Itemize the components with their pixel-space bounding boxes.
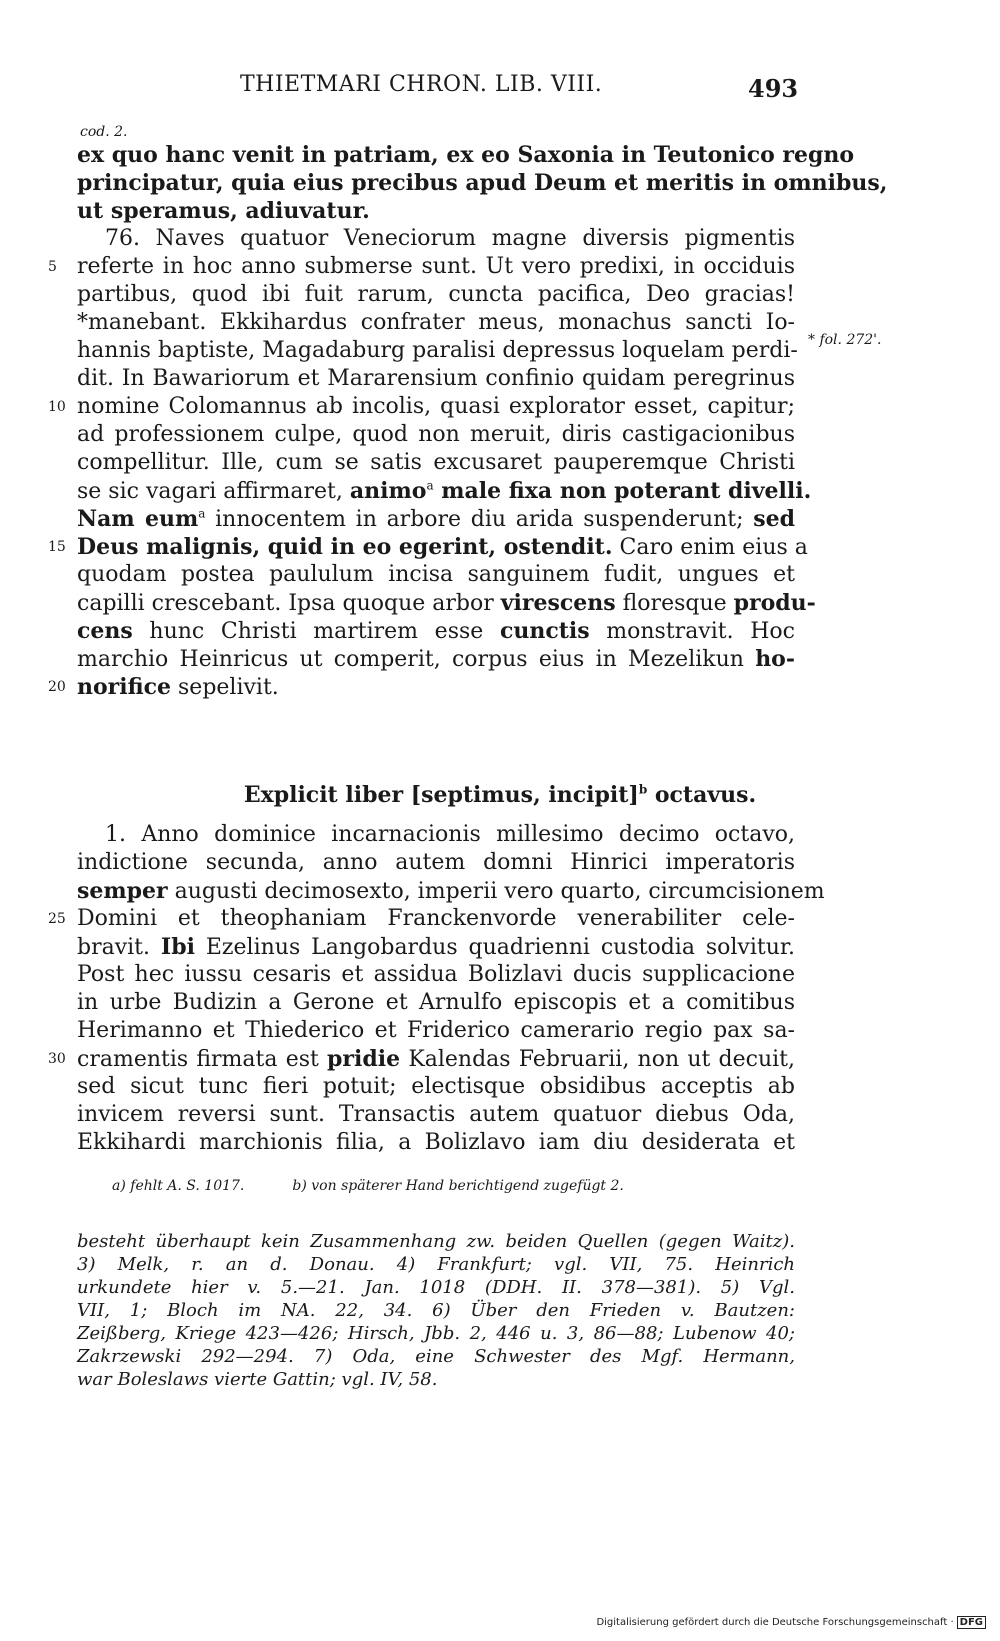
text-run: capilli crescebant. Ipsa quoque arbor xyxy=(77,591,501,616)
margin-line-number: 5 xyxy=(48,259,57,275)
codex-note: cod. 2. xyxy=(80,124,128,140)
margin-line-number: 15 xyxy=(48,539,66,555)
text-line xyxy=(77,477,812,505)
text-run: Ezelinus Langobardus quadrienni custodia solvitur. xyxy=(194,935,795,960)
text-run: Caro enim eius a xyxy=(612,535,808,560)
text-run-bold: animo xyxy=(349,478,427,504)
text-line: Domini et theophaniam Franckenvorde venerabiliter cele- xyxy=(77,906,795,931)
footnote-line: Zakrzewski 292—294. 7) Oda, eine Schwester des Mgf. Hermann, xyxy=(77,1346,795,1367)
text-run-bold: Nam eum xyxy=(77,506,199,532)
text-line: partibus, quod ibi fuit rarum, cuncta pacifica, Deo gracias! xyxy=(77,282,795,307)
text-line: ex quo hanc venit in patriam, ex eo Saxonia in Teutonico regno xyxy=(77,142,855,168)
footnote-line: urkundete hier v. 5.—21. Jan. 1018 (DDH. II. 378—381). 5) Vgl. xyxy=(77,1277,795,1298)
text-run: marchio Heinricus ut comperit, corpus eius in Mezelikun xyxy=(77,647,756,672)
text-run: se sic vagari affirmaret, xyxy=(77,479,350,504)
text-block-chapter-1 xyxy=(77,821,825,1157)
text-line xyxy=(77,589,816,617)
footnote-marker-b: b xyxy=(638,782,648,797)
text-line: hannis baptiste, Magadaburg paralisi depressus loquelam perdi- xyxy=(77,338,798,363)
text-line: referte in hoc anno submerse sunt. Ut vero predixi, in occiduis xyxy=(77,254,795,279)
footnote-marker-a: a xyxy=(198,506,206,521)
text-line xyxy=(77,505,795,533)
footnote-line: 3) Melk, r. an d. Donau. 4) Frankfurt; vgl. VII, 75. Heinrich xyxy=(77,1254,795,1275)
text-run: monstravit. Hoc xyxy=(589,619,796,644)
text-run-bold: male fixa non poterant divelli. xyxy=(433,478,812,504)
credit-text: Digitalisierung gefördert durch die Deutsche Forschungsgemeinschaft · xyxy=(596,1617,954,1628)
text-run: cramentis firmata est xyxy=(77,1047,328,1072)
heading-text: Explicit liber [septimus, incipit] xyxy=(243,782,639,808)
text-run-bold: cens xyxy=(77,618,133,644)
text-line: quodam postea paululum incisa sanguinem fudit, ungues et xyxy=(77,562,795,587)
text-line: invicem reversi sunt. Transactis autem quatuor diebus Oda, xyxy=(77,1102,795,1127)
text-run-bold: semper xyxy=(77,878,168,904)
text-line xyxy=(77,933,795,961)
text-run-bold: ho- xyxy=(755,646,795,672)
text-run-bold: cunctis xyxy=(499,618,590,644)
text-line xyxy=(77,645,795,673)
text-line xyxy=(77,877,825,905)
digitization-credit xyxy=(596,1616,986,1629)
text-line xyxy=(77,673,795,701)
heading-text: octavus. xyxy=(647,782,757,808)
footnotes xyxy=(77,1230,795,1391)
text-line: *manebant. Ekkihardus confrater meus, monachus sancti Io- xyxy=(77,310,795,335)
text-run: floresque xyxy=(615,591,734,616)
footnote-line: besteht überhaupt kein Zusammenhang zw. beiden Quellen (gegen Waitz). xyxy=(77,1231,795,1252)
text-line: dit. In Bawariorum et Mararensium confinio quidam peregrinus xyxy=(77,366,795,391)
footnote-marker-a: a xyxy=(426,478,434,493)
text-run: augusti decimosexto, imperii vero quarto, circumcisionem xyxy=(167,879,825,904)
folio-marker: * fol. 272'. xyxy=(808,332,882,348)
text-run: innocentem in arbore diu arida suspenderunt; xyxy=(205,507,754,532)
text-line: 76. Naves quatuor Veneciorum magne diversis pigmentis xyxy=(105,226,795,251)
text-run-bold: produ- xyxy=(733,590,816,616)
text-run: hunc Christi martirem esse xyxy=(132,619,500,644)
text-run: Kalendas Februarii, non ut decuit, xyxy=(400,1047,795,1072)
text-line: 1. Anno dominice incarnacionis millesimo decimo octavo, xyxy=(105,822,795,847)
text-line xyxy=(77,617,795,645)
text-line xyxy=(77,1045,795,1073)
text-line: indictione secunda, anno autem domni Hinrici imperatoris xyxy=(77,850,795,875)
margin-line-number: 20 xyxy=(48,679,66,695)
text-run-bold: Deus malignis, quid in eo egerint, ostendit. xyxy=(77,534,613,560)
text-line: in urbe Budizin a Gerone et Arnulfo episcopis et a comitibus xyxy=(77,990,795,1015)
text-line: nomine Colomannus ab incolis, quasi explorator esset, capitur; xyxy=(77,394,795,419)
dfg-logo: DFG xyxy=(957,1616,986,1629)
text-run-bold: sed xyxy=(753,506,795,532)
text-line: sed sicut tunc fieri potuit; electisque obsidibus acceptis ab xyxy=(77,1074,795,1099)
text-line: Post hec iussu cesaris et assidua Bolizlavi ducis supplicacione xyxy=(77,962,795,987)
text-run-bold: norifice xyxy=(77,674,172,700)
margin-line-number: 30 xyxy=(48,1051,66,1067)
text-run: bravit. xyxy=(77,935,161,960)
text-run-bold: virescens xyxy=(500,590,616,616)
footnote-line: VII, 1; Bloch im NA. 22, 34. 6) Über den Frieden v. Bautzen: xyxy=(77,1300,795,1321)
apparatus-note-b: b) von späterer Hand berichtigend zugefügt 2. xyxy=(292,1178,624,1194)
text-line: ad professionem culpe, quod non meruit, diris castigacionibus xyxy=(77,422,795,447)
margin-line-number: 25 xyxy=(48,911,66,927)
book-heading xyxy=(0,782,1000,808)
apparatus-note-a: a) fehlt A. S. 1017. xyxy=(112,1178,245,1194)
text-run: sepelivit. xyxy=(171,675,279,700)
running-head: THIETMARI CHRON. LIB. VIII. xyxy=(240,72,603,97)
text-line: principatur, quia eius precibus apud Deum et meritis in omnibus, xyxy=(77,170,888,196)
text-line: Herimanno et Thiederico et Friderico camerario regio pax sa- xyxy=(77,1018,795,1043)
text-run-bold: pridie xyxy=(327,1046,401,1072)
text-line: ut speramus, adiuvatur. xyxy=(77,198,370,224)
margin-line-number: 10 xyxy=(48,399,66,415)
text-line: Ekkihardi marchionis filia, a Bolizlavo iam diu desiderata et xyxy=(77,1130,795,1155)
footnote-line: Zeißberg, Kriege 423—426; Hirsch, Jbb. 2, 446 u. 3, 86—88; Lubenow 40; xyxy=(77,1323,795,1344)
text-line xyxy=(77,533,808,561)
text-line: compellitur. Ille, cum se satis excusaret pauperemque Christi xyxy=(77,450,795,475)
page-number: 493 xyxy=(748,74,799,103)
text-run-bold: Ibi xyxy=(160,934,195,960)
footnote-line: war Boleslaws vierte Gattin; vgl. IV, 58. xyxy=(77,1369,438,1390)
apparatus-notes xyxy=(112,1178,672,1194)
